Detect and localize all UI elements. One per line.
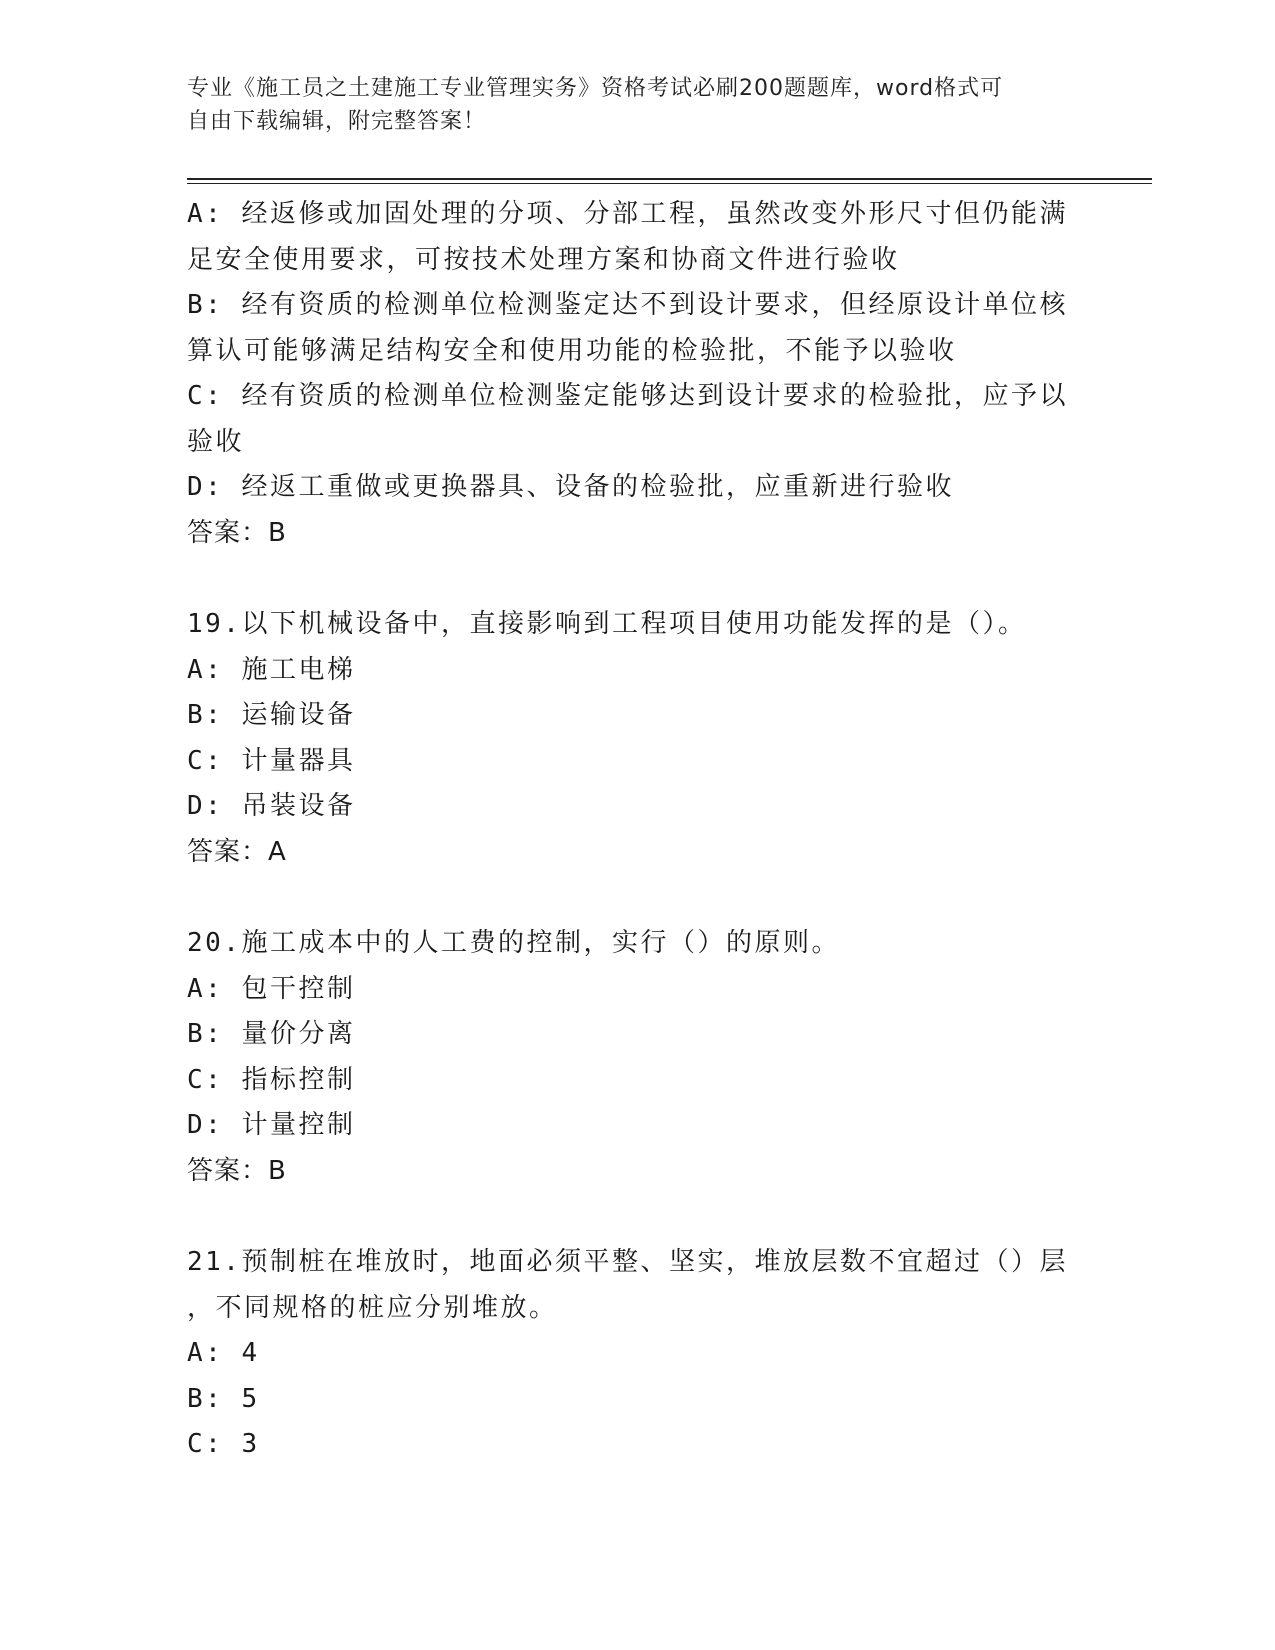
q18-option-b-line-1: B: 经有资质的检测单位检测鉴定达不到设计要求，但经原设计单位核 bbox=[187, 290, 1068, 320]
q21-question-line-1: 21.预制桩在堆放时，地面必须平整、坚实，堆放层数不宜超过（）层 bbox=[187, 1247, 1068, 1277]
spacer bbox=[187, 556, 1092, 602]
q18-option-a-line-2: 足安全使用要求，可按技术处理方案和协商文件进行验收 bbox=[187, 244, 900, 275]
q20-option-a: A: 包干控制 bbox=[187, 973, 356, 1004]
question-list bbox=[187, 192, 1092, 1468]
q19-option-d: D: 吊装设备 bbox=[187, 791, 356, 821]
q18-option-a-line-1: A: 经返修或加固处理的分项、分部工程，虽然改变外形尺寸但仍能满 bbox=[187, 199, 1068, 229]
q20-option-b: B: 量价分离 bbox=[187, 1019, 356, 1049]
q19-option-a: A: 施工电梯 bbox=[187, 654, 356, 685]
spacer bbox=[187, 875, 1092, 921]
question-18-block bbox=[187, 192, 1092, 556]
q19-question: 19.以下机械设备中，直接影响到工程项目使用功能发挥的是（）。 bbox=[187, 609, 1027, 639]
document-header bbox=[187, 72, 1087, 138]
q21-question-line-2: ，不同规格的桩应分别堆放。 bbox=[187, 1292, 558, 1323]
question-19-block bbox=[187, 602, 1092, 875]
header-line-2: 自由下载编辑，附完整答案！ bbox=[187, 109, 487, 134]
question-21-block bbox=[187, 1240, 1092, 1468]
q20-option-c: C: 指标控制 bbox=[187, 1064, 356, 1095]
q19-option-c: C: 计量器具 bbox=[187, 745, 356, 776]
header-divider-thin bbox=[187, 183, 1152, 184]
q18-option-c-line-1: C: 经有资质的检测单位检测鉴定能够达到设计要求的检验批，应予以 bbox=[187, 381, 1068, 411]
header-line-1: 专业《施工员之土建施工专业管理实务》资格考试必刷200题题库，word格式可 bbox=[187, 76, 1004, 101]
header-divider-thick bbox=[187, 178, 1152, 180]
q20-option-d: D: 计量控制 bbox=[187, 1110, 356, 1140]
q18-option-c-line-2: 验收 bbox=[187, 426, 245, 457]
q21-option-b: B: 5 bbox=[187, 1383, 260, 1414]
q18-option-b-line-2: 算认可能够满足结构安全和使用功能的检验批，不能予以验收 bbox=[187, 335, 957, 366]
q21-option-c: C: 3 bbox=[187, 1429, 260, 1459]
q18-answer: 答案：B bbox=[187, 517, 287, 548]
q20-answer: 答案：B bbox=[187, 1155, 287, 1186]
q21-option-a: A: 4 bbox=[187, 1338, 260, 1368]
q19-option-b: B: 运输设备 bbox=[187, 700, 356, 730]
q20-question: 20.施工成本中的人工费的控制，实行（）的原则。 bbox=[187, 928, 840, 958]
q18-option-d: D: 经返工重做或更换器具、设备的检验批，应重新进行验收 bbox=[187, 472, 954, 502]
question-20-block bbox=[187, 921, 1092, 1194]
spacer bbox=[187, 1194, 1092, 1240]
q19-answer: 答案：A bbox=[187, 836, 287, 867]
